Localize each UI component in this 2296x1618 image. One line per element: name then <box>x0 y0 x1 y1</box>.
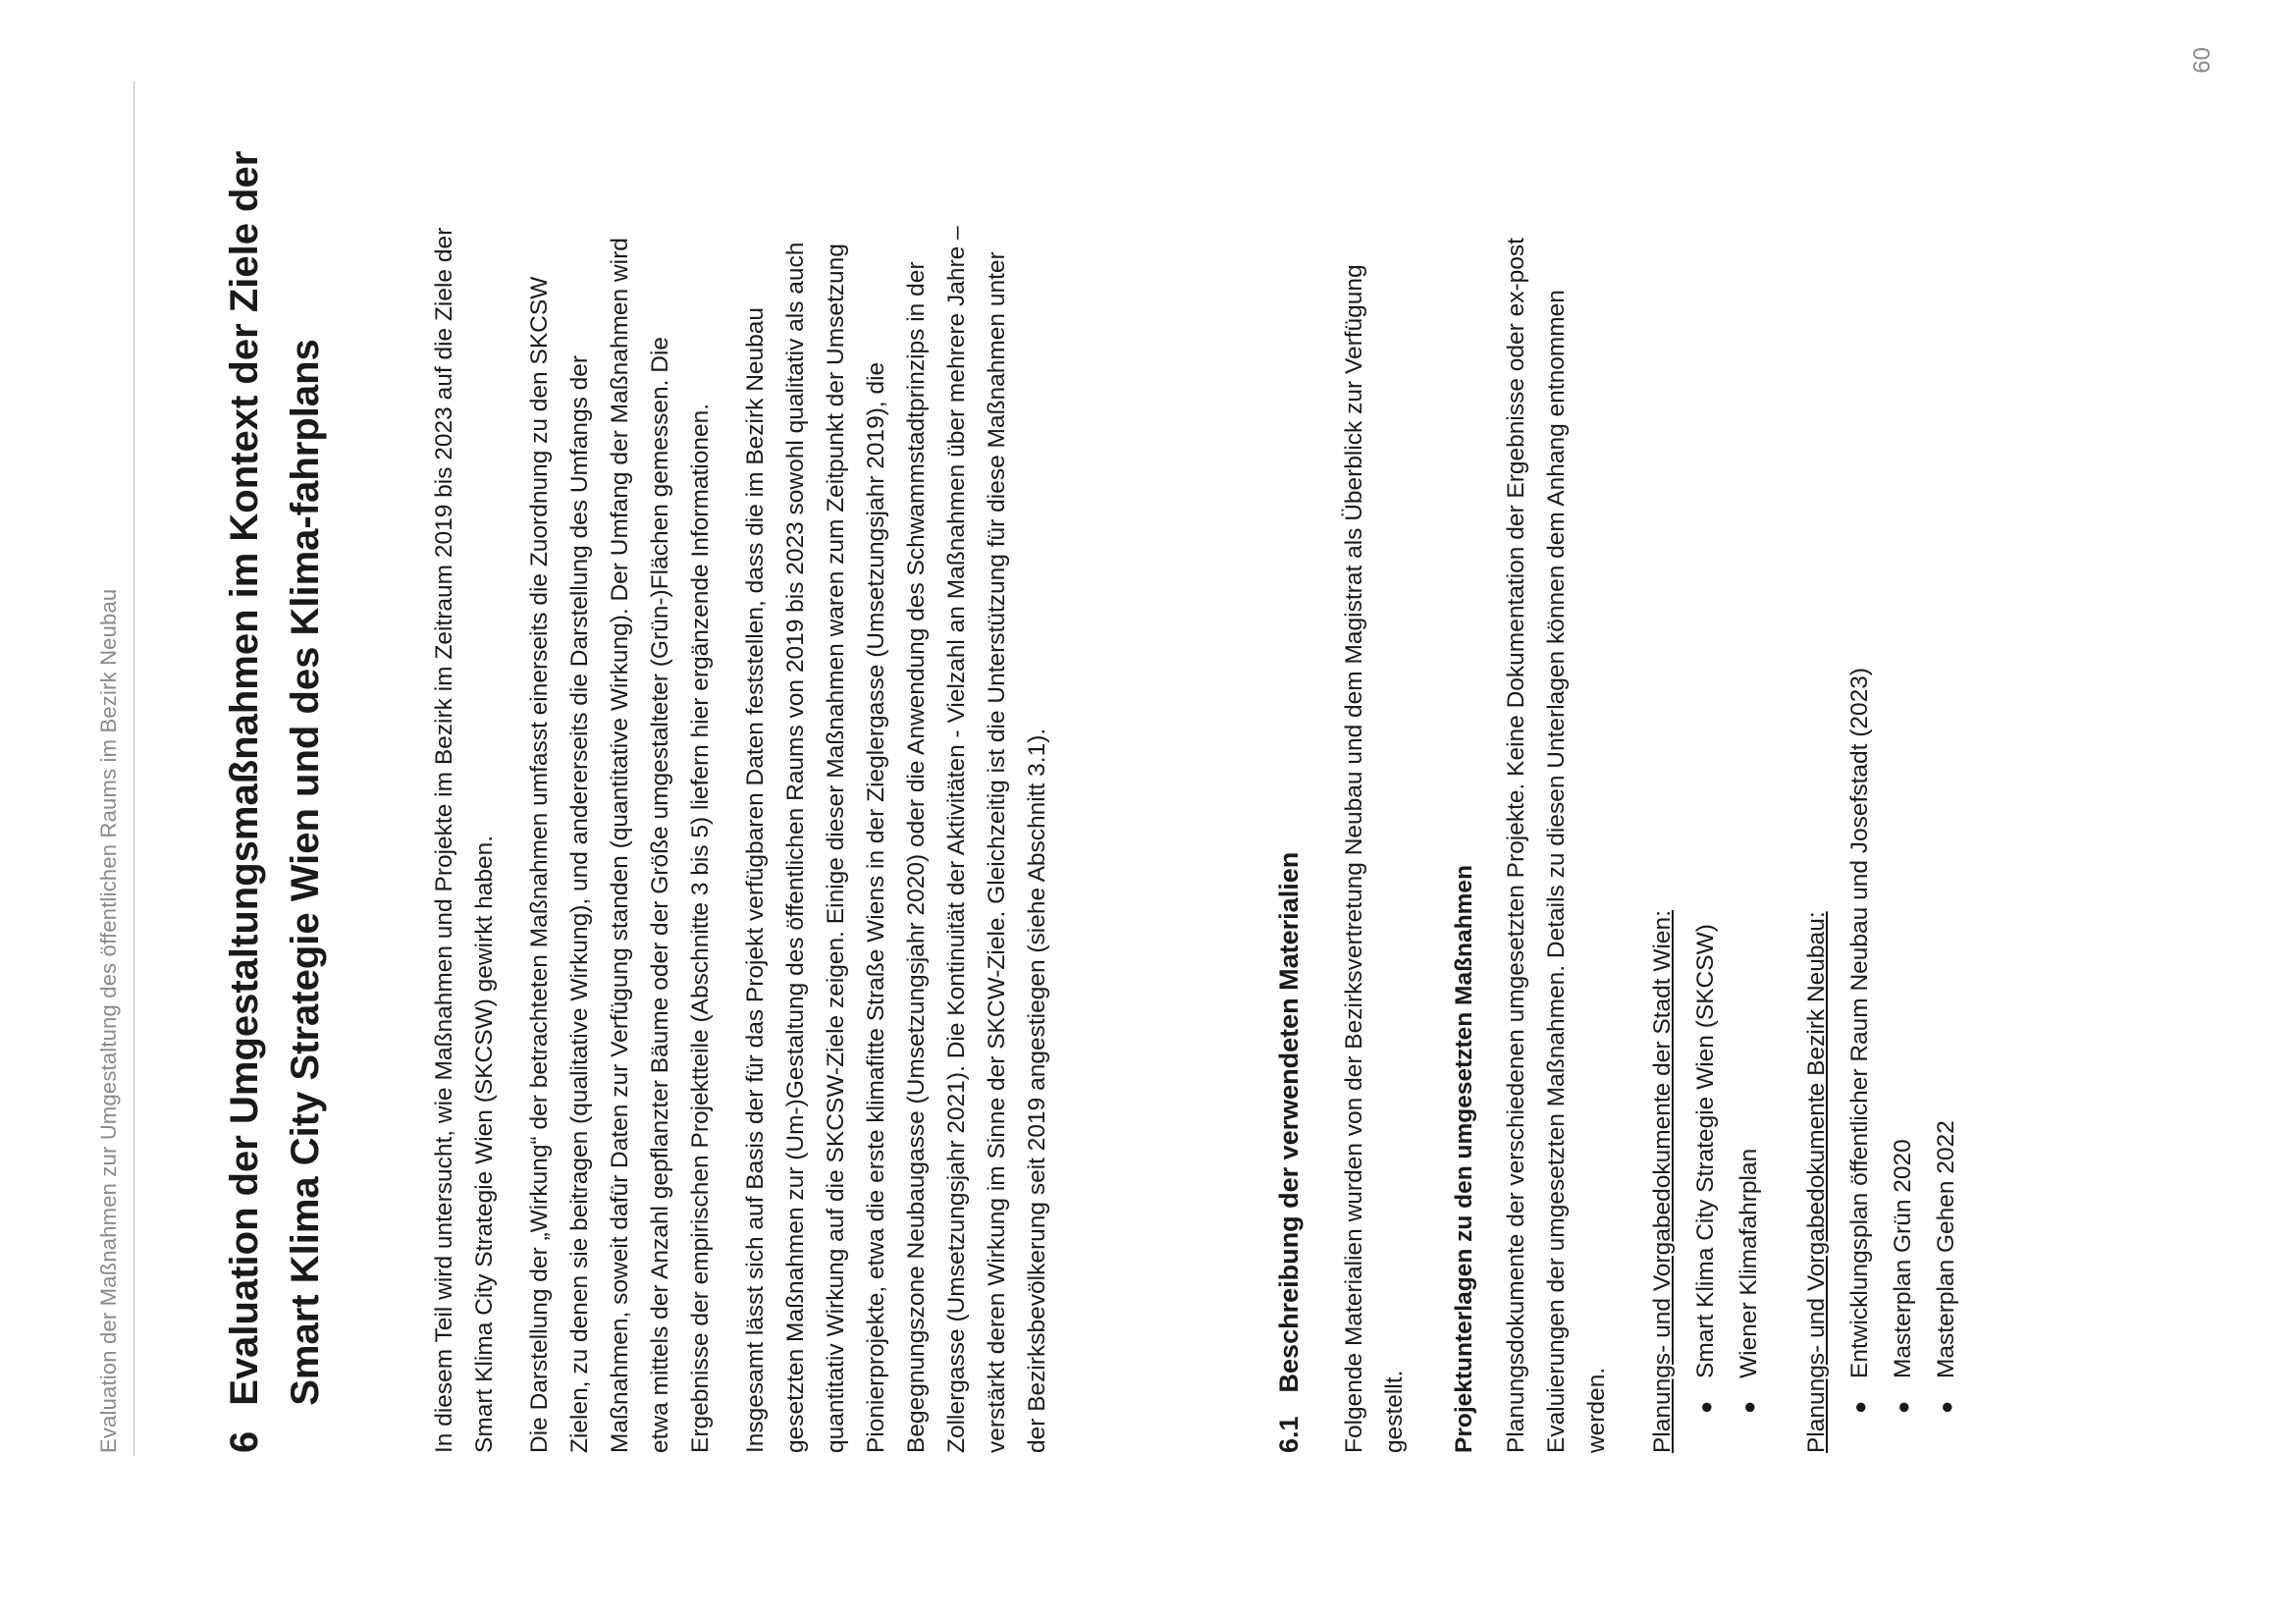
bullet-icon: ● <box>1934 1400 1958 1414</box>
section-title: Beschreibung der verwendeten Materialien <box>1274 851 1304 1393</box>
list-label-bezirk-neubau: Planungs- und Vorgabedokumente Bezirk Neubau: <box>1803 911 1830 1453</box>
section-number: 6.1 <box>1274 1416 1304 1453</box>
intro-paragraph-3: Insgesamt lässt sich auf Basis der für das Projekt verfügbaren Daten feststellen, dass die im Bezirk Neubau gesetzten Maßnahmen zur (Um-)Gestaltung des öffentlichen Raums von 2019 bis 2023 sowohl qualitativ als auch quantitativ Wirkung auf die SKCSW-Ziele zeigen. Einige dieser Maßnahmen waren zum Zeitpunkt der Umsetzung Pionierprojekte, etwa die erste klimafitte Straße Wiens in der Zieglergasse (Umsetzungsjahr 2019), die Begegnungszone Neubaugasse (Umsetzungsjahr 2020) oder die Anwendung des Schwammstadtprinzips in der Zollergasse (Umsetzungsjahr 2021). Die Kontinuität der Aktivitäten - Vielzahl an Maßnahmen über mehrere Jahre – verstärkt deren Wirkung im Sinne der SKCW-Ziele. Gleichzeitig ist die Unterstützung für diese Maßnahmen unter der Bezirksbevölkerung seit 2019 angestiegen (siehe Abschnitt 3.1). <box>742 226 1050 1453</box>
list-item <box>1882 216 1925 1453</box>
list-item <box>1684 216 1728 1453</box>
bullet-icon: ● <box>1847 1400 1872 1414</box>
list-item-text: Wiener Klimafahrplan <box>1735 1148 1762 1378</box>
chapter-number: 6 <box>223 1430 266 1453</box>
running-header: Evaluation der Maßnahmen zur Umgestaltung des öffentlichen Raums im Bezirk Neubau <box>96 588 121 1453</box>
list-label-stadt-wien: Planungs- und Vorgabedokumente der Stadt Wien: <box>1649 910 1676 1453</box>
list-item <box>1728 216 1771 1453</box>
section-heading <box>1269 216 1308 1453</box>
subheading-projektunterlagen: Projektunterlagen zu den umgesetzten Maßnahmen <box>1451 865 1477 1453</box>
bullet-icon: ● <box>1736 1400 1761 1414</box>
list-item <box>1925 216 1968 1453</box>
intro-paragraph-2: Die Darstellung der „Wirkung“ der betrachteten Maßnahmen umfasst einerseits die Zuordnung zu den SKCSW Zielen, zu denen sie beitragen (qualitative Wirkung), und andererseits die Darstellung des Umfangs der Maßnahmen, soweit dafür Daten zur Verfügung standen (quantitative Wirkung). Der Umfang der Maßnahmen wird etwa mittels der Anzahl gepflanzter Bäume oder der Größe umgestalteter (Grün-)Flächen gemessen. Die Ergebnisse der empirischen Projektteile (Abschnitte 3 bis 5) liefern hier ergänzende Informationen. <box>526 238 714 1453</box>
list-item-text: Masterplan Gehen 2022 <box>1933 1120 1959 1378</box>
list-item-text: Entwicklungsplan öffentlicher Raum Neubau und Josefstadt (2023) <box>1846 667 1873 1378</box>
page-number: 60 <box>2189 47 2216 74</box>
section-intro: Folgende Materialien wurden von der Bezirksvertretung Neubau und dem Magistrat als Überblick zur Verfügung gestellt. <box>1341 264 1408 1453</box>
bullet-icon: ● <box>1693 1400 1718 1414</box>
chapter-title: Evaluation der Umgestaltungsmaßnahmen im Kontext der Ziele der Smart Klima City Strategie Wien und des Klima-fahrplans <box>223 150 327 1406</box>
section-6-1 <box>1269 216 1968 1453</box>
list-bezirk-neubau <box>1839 216 1968 1453</box>
list-item-text: Masterplan Grün 2020 <box>1890 1139 1916 1378</box>
subheading-text: Planungsdokumente der verschiedenen umgesetzten Projekte. Keine Dokumentation der Ergebnisse oder ex-post Evaluierungen der umgesetzten Maßnahmen. Details zu diesen Unterlagen können dem Anhang entnommen werden. <box>1503 238 1610 1453</box>
list-item <box>1839 216 1882 1453</box>
intro-text <box>424 216 1072 1453</box>
list-item-text: Smart Klima City Strategie Wien (SKCSW) <box>1692 924 1719 1378</box>
bullet-icon: ● <box>1891 1400 1915 1414</box>
header-divider <box>133 81 134 1456</box>
intro-paragraph-1: In diesem Teil wird untersucht, wie Maßnahmen und Projekte im Bezirk im Zeitraum 2019 bis 2023 auf die Ziele der Smart Klima City Strategie Wien (SKCSW) gewirkt haben. <box>431 227 498 1453</box>
list-stadt-wien <box>1684 216 1771 1453</box>
chapter-heading <box>214 147 336 1453</box>
